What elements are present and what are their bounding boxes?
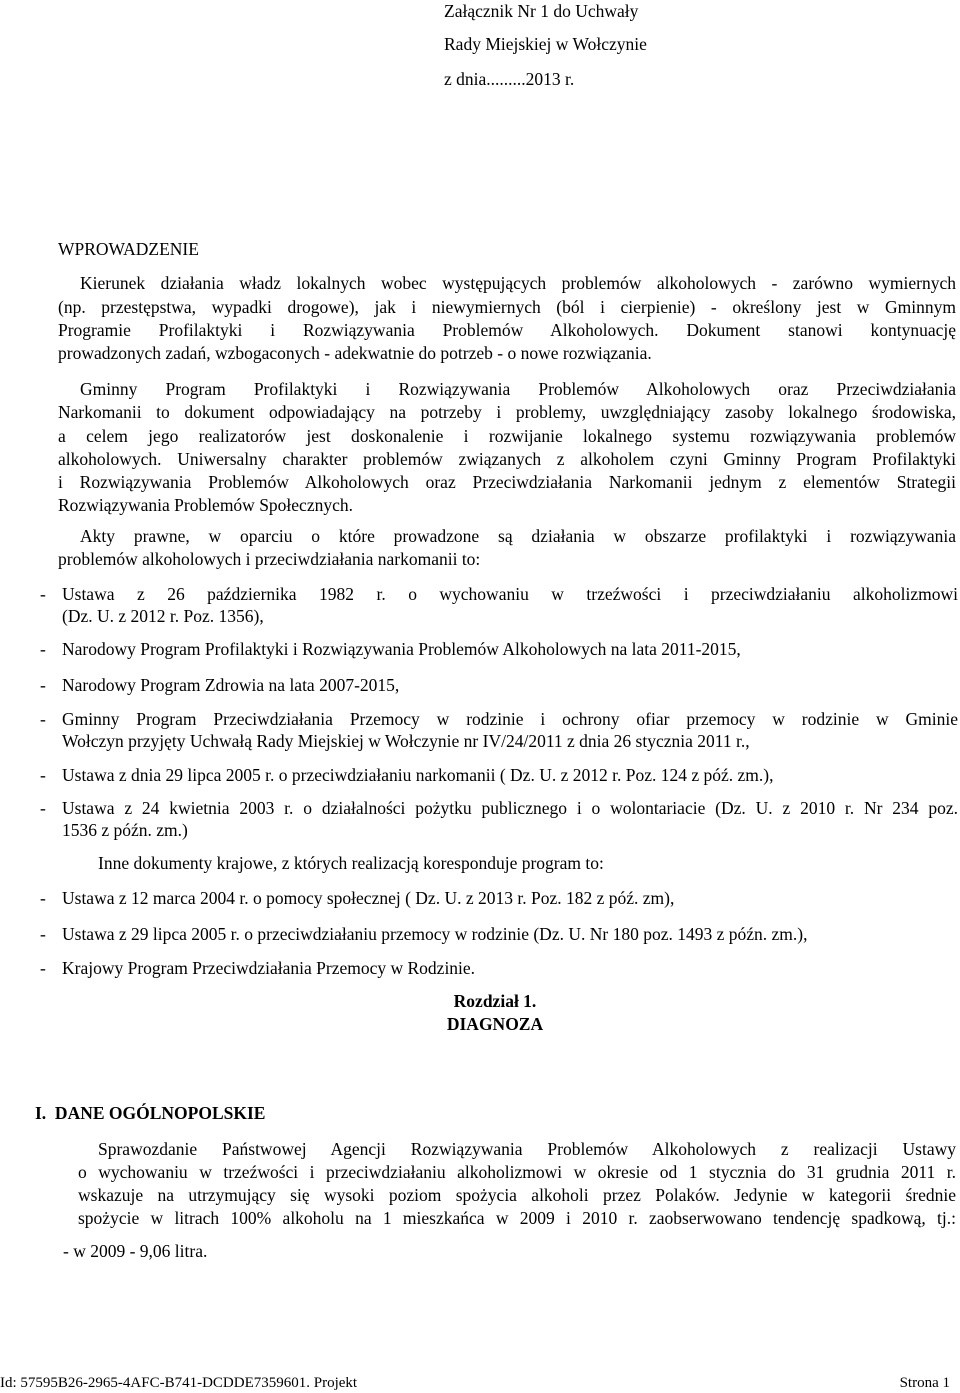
other-doc-item [40,957,960,979]
intro-p1-line3: Programie Profilaktyki i Rozwiązywania Problemów Alkoholowych. Dokument stanowi kontynuację [58,320,956,340]
chapter-subtitle: DIAGNOZA [446,1014,544,1034]
section-line5: - w 2009 - 9,06 litra. [63,1241,208,1261]
legal-act-line1: Narodowy Program Profilaktyki i Rozwiązywania Problemów Alkoholowych na lata 2011-2015, [62,639,741,659]
list-dash: - [40,958,46,978]
section-heading: I. DANE OGÓLNOPOLSKIE [35,1103,266,1123]
other-docs-intro: Inne dokumenty krajowe, z których realizacją koresponduje program to: [98,853,604,873]
legal-act-line2: Wołczyn przyjęty Uchwałą Rady Miejskiej w Wołczynie nr IV/24/2011 z dnia 26 stycznia 2011 r., [62,731,750,751]
list-dash: - [40,888,46,908]
legal-act-item [40,674,960,696]
section-line1: Sprawozdanie Państwowej Agencji Rozwiązywania Problemów Alkoholowych z realizacji Ustawy [98,1139,956,1159]
legal-act-line1: Narodowy Program Zdrowia na lata 2007-2015, [62,675,400,695]
legal-act-line1: Ustawa z dnia 29 lipca 2005 r. o przeciwdziałaniu narkomanii ( Dz. U. z 2012 r. Poz. 124 z póź. zm.), [62,765,774,785]
legal-act-item [40,797,960,841]
intro-p3-line2: problemów alkoholowych i przeciwdziałania narkomanii to: [58,549,481,569]
intro-p2-line3: a celem jego realizatorów jest doskonalenie i rozwijanie lokalnego systemu rozwiązywania problemów [58,426,956,446]
intro-p2-line4: alkoholowych. Uniwersalny charakter problemów związanych z alkoholem czyni Gminny Program Profilaktyki [58,449,956,469]
intro-p2-line1: Gminny Program Profilaktyki i Rozwiązywania Problemów Alkoholowych oraz Przeciwdziałania [80,379,956,399]
legal-act-item [40,638,960,660]
intro-heading: WPROWADZENIE [58,239,199,259]
other-doc-item [40,923,960,945]
intro-p2-line6: Rozwiązywania Problemów Społecznych. [58,495,353,515]
other-doc-text: Krajowy Program Przeciwdziałania Przemocy w Rodzinie. [62,958,476,978]
intro-p1-line1: Kierunek działania władz lokalnych wobec występujących problemów alkoholowych - zarówno wymiernych [80,273,956,293]
intro-p1-line2: (np. przestępstwa, wypadki drogowe), jak i niewymiernych (ból i cierpienie) - określony jest w Gminnym [58,297,956,317]
legal-act-item [40,708,960,752]
legal-act-line1: Ustawa z 26 października 1982 r. o wychowaniu w trzeźwości i przeciwdziałaniu alkoholizmowi [62,584,958,604]
list-dash: - [40,924,46,944]
footer-page-number: Strona 1 [899,1375,950,1391]
header-line-3: z dnia.........2013 r. [444,69,575,89]
list-dash: - [40,675,46,695]
legal-act-item [40,764,960,786]
list-dash: - [40,584,46,604]
other-doc-item [40,887,960,909]
legal-act-line1: Ustawa z 24 kwietnia 2003 r. o działalności pożytku publicznego i o wolontariacie (Dz. U. z 2010 r. Nr 234 poz. [62,798,958,818]
other-doc-text: Ustawa z 29 lipca 2005 r. o przeciwdziałaniu przemocy w rodzinie (Dz. U. Nr 180 poz. 1493 z późn. zm.), [62,924,808,944]
chapter-title: Rozdział 1. [453,991,537,1011]
legal-act-line1: Gminny Program Przeciwdziałania Przemocy w rodzinie i ochrony ofiar przemocy w rodzinie w Gminie [62,709,958,729]
intro-p3-line1: Akty prawne, w oparciu o które prowadzone są działania w obszarze profilaktyki i rozwiązywania [80,526,956,546]
other-doc-text: Ustawa z 12 marca 2004 r. o pomocy społecznej ( Dz. U. z 2013 r. Poz. 182 z póź. zm), [62,888,675,908]
legal-act-line2: 1536 z późn. zm.) [62,820,188,840]
list-dash: - [40,765,46,785]
header-line-2: Rady Miejskiej w Wołczynie [444,34,647,54]
intro-p2-line5: i Rozwiązywania Problemów Alkoholowych oraz Przeciwdziałania Narkomanii jednym z elementów Strategii [58,472,956,492]
section-line2: o wychowaniu w trzeźwości i przeciwdziałaniu alkoholizmowi w okresie od 1 stycznia do 31 grudnia 2011 r. [78,1162,956,1182]
list-dash: - [40,798,46,818]
legal-act-line2: (Dz. U. z 2012 r. Poz. 1356), [62,606,264,626]
header-line-1: Załącznik Nr 1 do Uchwały [444,1,639,21]
list-dash: - [40,709,46,729]
list-dash: - [40,639,46,659]
legal-act-item [40,583,960,627]
intro-p2-line2: Narkomanii to dokument odpowiadający na potrzeby i problemy, uwzględniający zasoby lokalnego środowiska, [58,402,956,422]
footer-document-id: Id: 57595B26-2965-4AFC-B741-DCDDE7359601. Projekt [0,1375,358,1391]
section-line3: wskazuje na utrzymujący się wysoki poziom spożycia alkoholi przez Polaków. Jedynie w kategorii średnie [78,1185,956,1205]
section-line4: spożycie w litrach 100% alkoholu na 1 mieszkańca w 2009 i 2010 r. zaobserwowano tendencję spadkową, tj.: [78,1208,956,1228]
intro-p1-line4: prowadzonych zadań, wzbogaconych - adekwatnie do potrzeb - o nowe rozwiązania. [58,343,652,363]
